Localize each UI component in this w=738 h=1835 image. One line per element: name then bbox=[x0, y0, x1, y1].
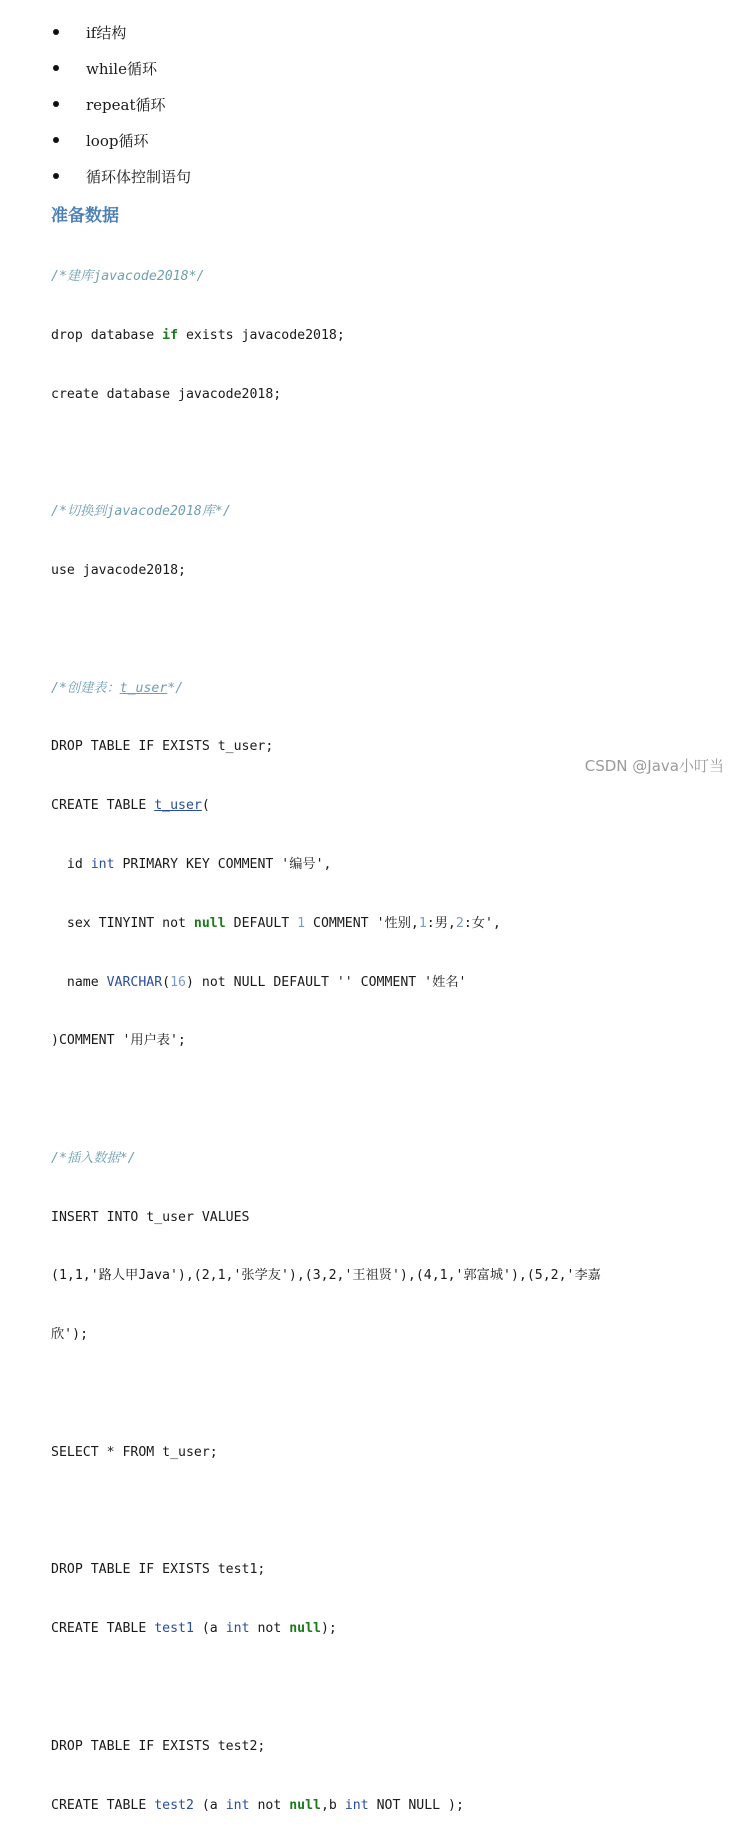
code-line: INSERT INTO t_user VALUES bbox=[51, 1209, 250, 1225]
list-item: 循环体控制语句 bbox=[50, 161, 191, 191]
code-line: DROP TABLE IF EXISTS t_user; bbox=[51, 739, 274, 755]
code-comment: /*创建表：t_user*/ bbox=[51, 680, 184, 696]
code-line: create database javacode2018; bbox=[51, 386, 282, 402]
list-item: while循环 bbox=[50, 53, 157, 83]
code-line: (1,1,'路人甲Java'),(2,1,'张学友'),(3,2,'王祖贤'),(4,1,'郭富城'),(5,2,'李嘉 bbox=[51, 1268, 601, 1284]
watermark: CSDN @Java小叮当 bbox=[584, 757, 724, 775]
code-comment: /*插入数据*/ bbox=[51, 1150, 136, 1166]
bullet-dot-icon bbox=[53, 101, 59, 107]
bullet-dot-icon bbox=[53, 65, 59, 71]
code-line: use javacode2018; bbox=[51, 563, 186, 579]
code-comment: /*切换到javacode2018库*/ bbox=[51, 504, 231, 520]
code-line: CREATE TABLE test1 (a int not null); bbox=[51, 1621, 337, 1637]
section-heading: 准备数据 bbox=[51, 206, 119, 226]
code-block bbox=[51, 228, 731, 1835]
bullet-dot-icon bbox=[53, 29, 59, 35]
list-item: loop循环 bbox=[50, 125, 148, 155]
code-line: name VARCHAR(16) not NULL DEFAULT '' COMMENT '姓名' bbox=[51, 974, 467, 990]
code-line: CREATE TABLE test2 (a int not null,b int NOT NULL ); bbox=[51, 1797, 464, 1813]
code-line: CREATE TABLE t_user( bbox=[51, 798, 210, 814]
code-line: 欣'); bbox=[51, 1327, 89, 1343]
code-comment: /*建库javacode2018*/ bbox=[51, 269, 205, 285]
code-line: DROP TABLE IF EXISTS test1; bbox=[51, 1562, 266, 1578]
list-item: repeat循环 bbox=[50, 89, 166, 119]
code-line: DROP TABLE IF EXISTS test2; bbox=[51, 1738, 266, 1754]
list-item: if结构 bbox=[50, 17, 126, 47]
code-line: sex TINYINT not null DEFAULT 1 COMMENT '性别,1:男,2:女', bbox=[51, 915, 501, 931]
code-line: )COMMENT '用户表'; bbox=[51, 1033, 186, 1049]
bullet-dot-icon bbox=[53, 137, 59, 143]
code-line: SELECT * FROM t_user; bbox=[51, 1444, 218, 1460]
bullet-dot-icon bbox=[53, 173, 59, 179]
code-line: id int PRIMARY KEY COMMENT '编号', bbox=[51, 857, 332, 872]
code-line: drop database if exists javacode2018; bbox=[51, 327, 345, 343]
